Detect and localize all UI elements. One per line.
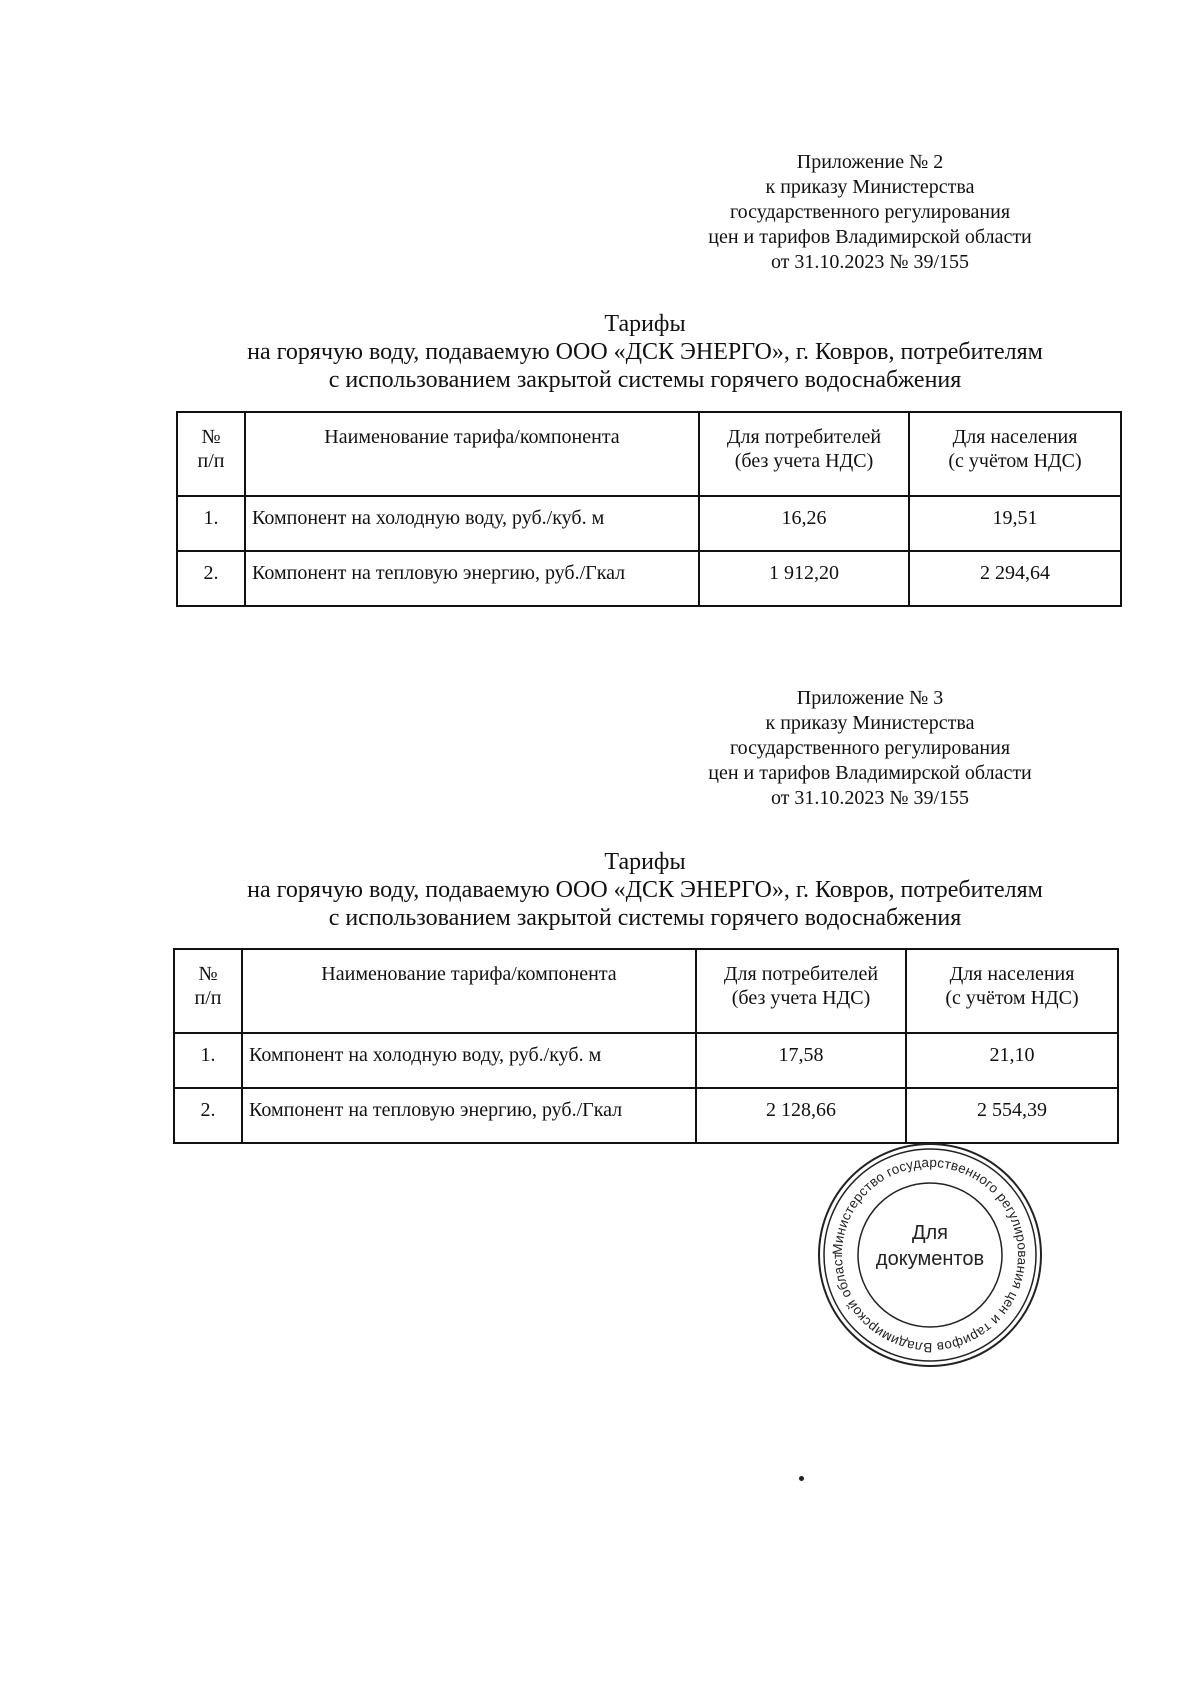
stamp-ring-text: Министерство государственного регулирования цен и тарифов Владимирской област xyxy=(829,1154,1031,1356)
tariff-3-title-line: Тарифы xyxy=(604,849,686,875)
appendix-2-line: Приложение № 2 xyxy=(796,151,944,173)
table-row xyxy=(177,551,1121,606)
official-stamp xyxy=(815,1140,1045,1370)
header-num: № п/п xyxy=(177,412,245,496)
header-num: № п/п xyxy=(174,949,242,1033)
appendix-2-line: к приказу Министерства xyxy=(765,176,975,198)
appendix-2-line: государственного регулирования xyxy=(729,201,1011,223)
header-name: Наименование тарифа/компонента xyxy=(245,412,699,496)
stamp-center-text: Для документов xyxy=(875,1222,985,1270)
table-header-row xyxy=(174,949,1118,1033)
scan-dot xyxy=(799,1476,804,1481)
tariff-2-title-line: с использованием закрытой системы горячего водоснабжения xyxy=(328,367,962,393)
appendix-3-line: к приказу Министерства xyxy=(765,712,975,734)
row-population-value: 19,51 xyxy=(909,496,1121,551)
table-row xyxy=(177,496,1121,551)
row-consumers-value: 16,26 xyxy=(699,496,909,551)
tariff-3-title-line: с использованием закрытой системы горячего водоснабжения xyxy=(328,905,962,931)
row-name: Компонент на холодную воду, руб./куб. м xyxy=(245,496,699,551)
tariff-2-title-line: на горячую воду, подаваемую ООО «ДСК ЭНЕРГО», г. Ковров, потребителям xyxy=(247,339,1043,365)
appendix-3-line: Приложение № 3 xyxy=(796,687,944,709)
row-name: Компонент на тепловую энергию, руб./Гкал xyxy=(245,551,699,606)
tariff-2-table xyxy=(176,411,1122,607)
tariff-3-title xyxy=(120,848,1170,932)
row-population-value: 21,10 xyxy=(906,1033,1118,1088)
row-consumers-value: 1 912,20 xyxy=(699,551,909,606)
row-num: 1. xyxy=(177,496,245,551)
row-population-value: 2 554,39 xyxy=(906,1088,1118,1143)
row-consumers-value: 17,58 xyxy=(696,1033,906,1088)
table-header-row xyxy=(177,412,1121,496)
appendix-2-header xyxy=(700,150,1040,275)
header-consumers: Для потребителей (без учета НДС) xyxy=(699,412,909,496)
header-name: Наименование тарифа/компонента xyxy=(242,949,696,1033)
appendix-2-line: от 31.10.2023 № 39/155 xyxy=(770,251,970,273)
appendix-3-line: государственного регулирования xyxy=(729,737,1011,759)
tariff-2-title-line: Тарифы xyxy=(604,311,686,337)
header-population: Для населения (с учётом НДС) xyxy=(906,949,1118,1033)
row-name: Компонент на тепловую энергию, руб./Гкал xyxy=(242,1088,696,1143)
table-row xyxy=(174,1033,1118,1088)
header-consumers: Для потребителей (без учета НДС) xyxy=(696,949,906,1033)
row-num: 2. xyxy=(174,1088,242,1143)
table-row xyxy=(174,1088,1118,1143)
tariff-3-table xyxy=(173,948,1119,1144)
appendix-3-header xyxy=(700,686,1040,811)
appendix-3-line: от 31.10.2023 № 39/155 xyxy=(770,787,970,809)
row-name: Компонент на холодную воду, руб./куб. м xyxy=(242,1033,696,1088)
tariff-3-title-line: на горячую воду, подаваемую ООО «ДСК ЭНЕРГО», г. Ковров, потребителям xyxy=(247,877,1043,903)
tariff-2-title xyxy=(120,310,1170,394)
row-num: 1. xyxy=(174,1033,242,1088)
header-population: Для населения (с учётом НДС) xyxy=(909,412,1121,496)
row-consumers-value: 2 128,66 xyxy=(696,1088,906,1143)
appendix-3-line: цен и тарифов Владимирской области xyxy=(708,762,1032,784)
row-population-value: 2 294,64 xyxy=(909,551,1121,606)
appendix-2-line: цен и тарифов Владимирской области xyxy=(708,226,1032,248)
row-num: 2. xyxy=(177,551,245,606)
